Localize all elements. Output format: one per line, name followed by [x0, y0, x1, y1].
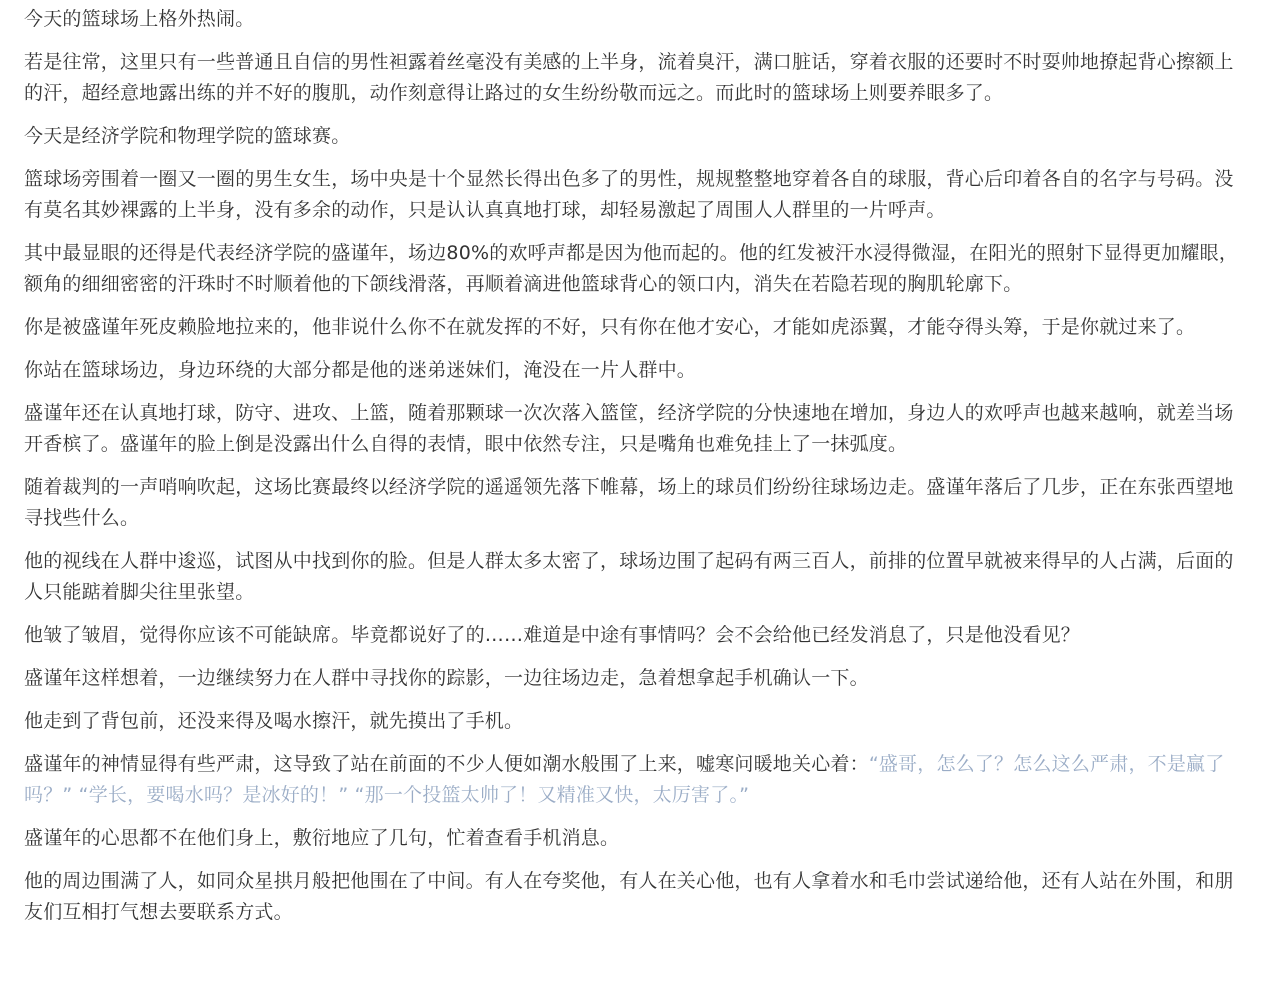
- paragraph-text: 盛谨年的神情显得有些严肃，这导致了站在前面的不少人便如潮水般围了上来，嘘寒问暖地关心着：: [24, 753, 869, 775]
- paragraph-text: 盛谨年这样想着，一边继续努力在人群中寻找你的踪影，一边往场边走，急着想拿起手机确认一下。: [24, 667, 869, 689]
- paragraph-text: 今天的篮球场上格外热闹。: [24, 8, 255, 30]
- paragraph-text: 你是被盛谨年死皮赖脸地拉来的，他非说什么你不在就发挥的不好，只有你在他才安心，才能如虎添翼，才能夺得头筹，于是你就过来了。: [24, 316, 1196, 338]
- paragraph-text: 随着裁判的一声哨响吹起，这场比赛最终以经济学院的遥遥领先落下帷幕，场上的球员们纷纷往球场边走。盛谨年落后了几步，正在东张西望地寻找些什么。: [24, 476, 1234, 529]
- paragraph: [24, 866, 1247, 928]
- paragraph: [24, 164, 1247, 226]
- paragraph: [24, 47, 1247, 109]
- paragraph-text: 他走到了背包前，还没来得及喝水擦汗，就先摸出了手机。: [24, 710, 524, 732]
- paragraph-text: 今天是经济学院和物理学院的篮球赛。: [24, 125, 351, 147]
- paragraph-text: 他的周边围满了人，如同众星拱月般把他围在了中间。有人在夸奖他，有人在关心他，也有人拿着水和毛巾尝试递给他，还有人站在外围，和朋友们互相打气想去要联系方式。: [24, 870, 1234, 923]
- paragraph-text: 他的视线在人群中逡巡，试图从中找到你的脸。但是人群太多太密了，球场边围了起码有两三百人，前排的位置早就被来得早的人占满，后面的人只能踮着脚尖往里张望。: [24, 550, 1234, 603]
- paragraph: [24, 706, 1247, 737]
- paragraph: [24, 355, 1247, 386]
- paragraph: [24, 663, 1247, 694]
- paragraph-text: 若是往常，这里只有一些普通且自信的男性袒露着丝毫没有美感的上半身，流着臭汗，满口脏话，穿着衣服的还要时不时耍帅地撩起背心擦额上的汗，超经意地露出练的并不好的腹肌，动作刻意得让路过的女生纷纷敬而远之。而此时的篮球场上则要养眼多了。: [24, 51, 1234, 104]
- paragraph: [24, 749, 1247, 811]
- paragraph: [24, 620, 1247, 651]
- paragraph: [24, 312, 1247, 343]
- paragraph: [24, 238, 1247, 300]
- paragraph-text: 其中最显眼的还得是代表经济学院的盛谨年，场边80%的欢呼声都是因为他而起的。他的红发被汗水浸得微湿，在阳光的照射下显得更加耀眼，额角的细细密密的汗珠时不时顺着他的下颌线滑落，再顺着滴进他篮球背心的领口内，消失在若隐若现的胸肌轮廓下。: [24, 242, 1239, 295]
- paragraph-text: 他皱了皱眉，觉得你应该不可能缺席。毕竟都说好了的……难道是中途有事情吗？会不会给他已经发消息了，只是他没看见？: [24, 624, 1081, 646]
- paragraph: [24, 472, 1247, 534]
- paragraph: [24, 398, 1247, 460]
- paragraph-text: 盛谨年的心思都不在他们身上，敷衍地应了几句，忙着查看手机消息。: [24, 827, 620, 849]
- paragraph-text: 你站在篮球场边，身边环绕的大部分都是他的迷弟迷妹们，淹没在一片人群中。: [24, 359, 697, 381]
- paragraph: [24, 546, 1247, 608]
- paragraph: [24, 121, 1247, 152]
- paragraph-text: 篮球场旁围着一圈又一圈的男生女生，场中央是十个显然长得出色多了的男性，规规整整地穿着各自的球服，背心后印着各自的名字与号码。没有莫名其妙裸露的上半身，没有多余的动作，只是认认真真地打球，却轻易激起了周围人人群里的一片呼声。: [24, 168, 1234, 221]
- dialogue-quote: “盛哥，怎么了？怎么这么严肃，不是赢了吗？” “学长，要喝水吗？是冰好的！” “那一个投篮太帅了！又精准又快，太厉害了。”: [24, 753, 1225, 806]
- paragraph: [24, 823, 1247, 854]
- paragraph-text: 盛谨年还在认真地打球，防守、进攻、上篮，随着那颗球一次次落入篮筐，经济学院的分快速地在增加，身边人的欢呼声也越来越响，就差当场开香槟了。盛谨年的脸上倒是没露出什么自得的表情，眼中依然专注，只是嘴角也难免挂上了一抹弧度。: [24, 402, 1234, 455]
- paragraph: [24, 4, 1247, 35]
